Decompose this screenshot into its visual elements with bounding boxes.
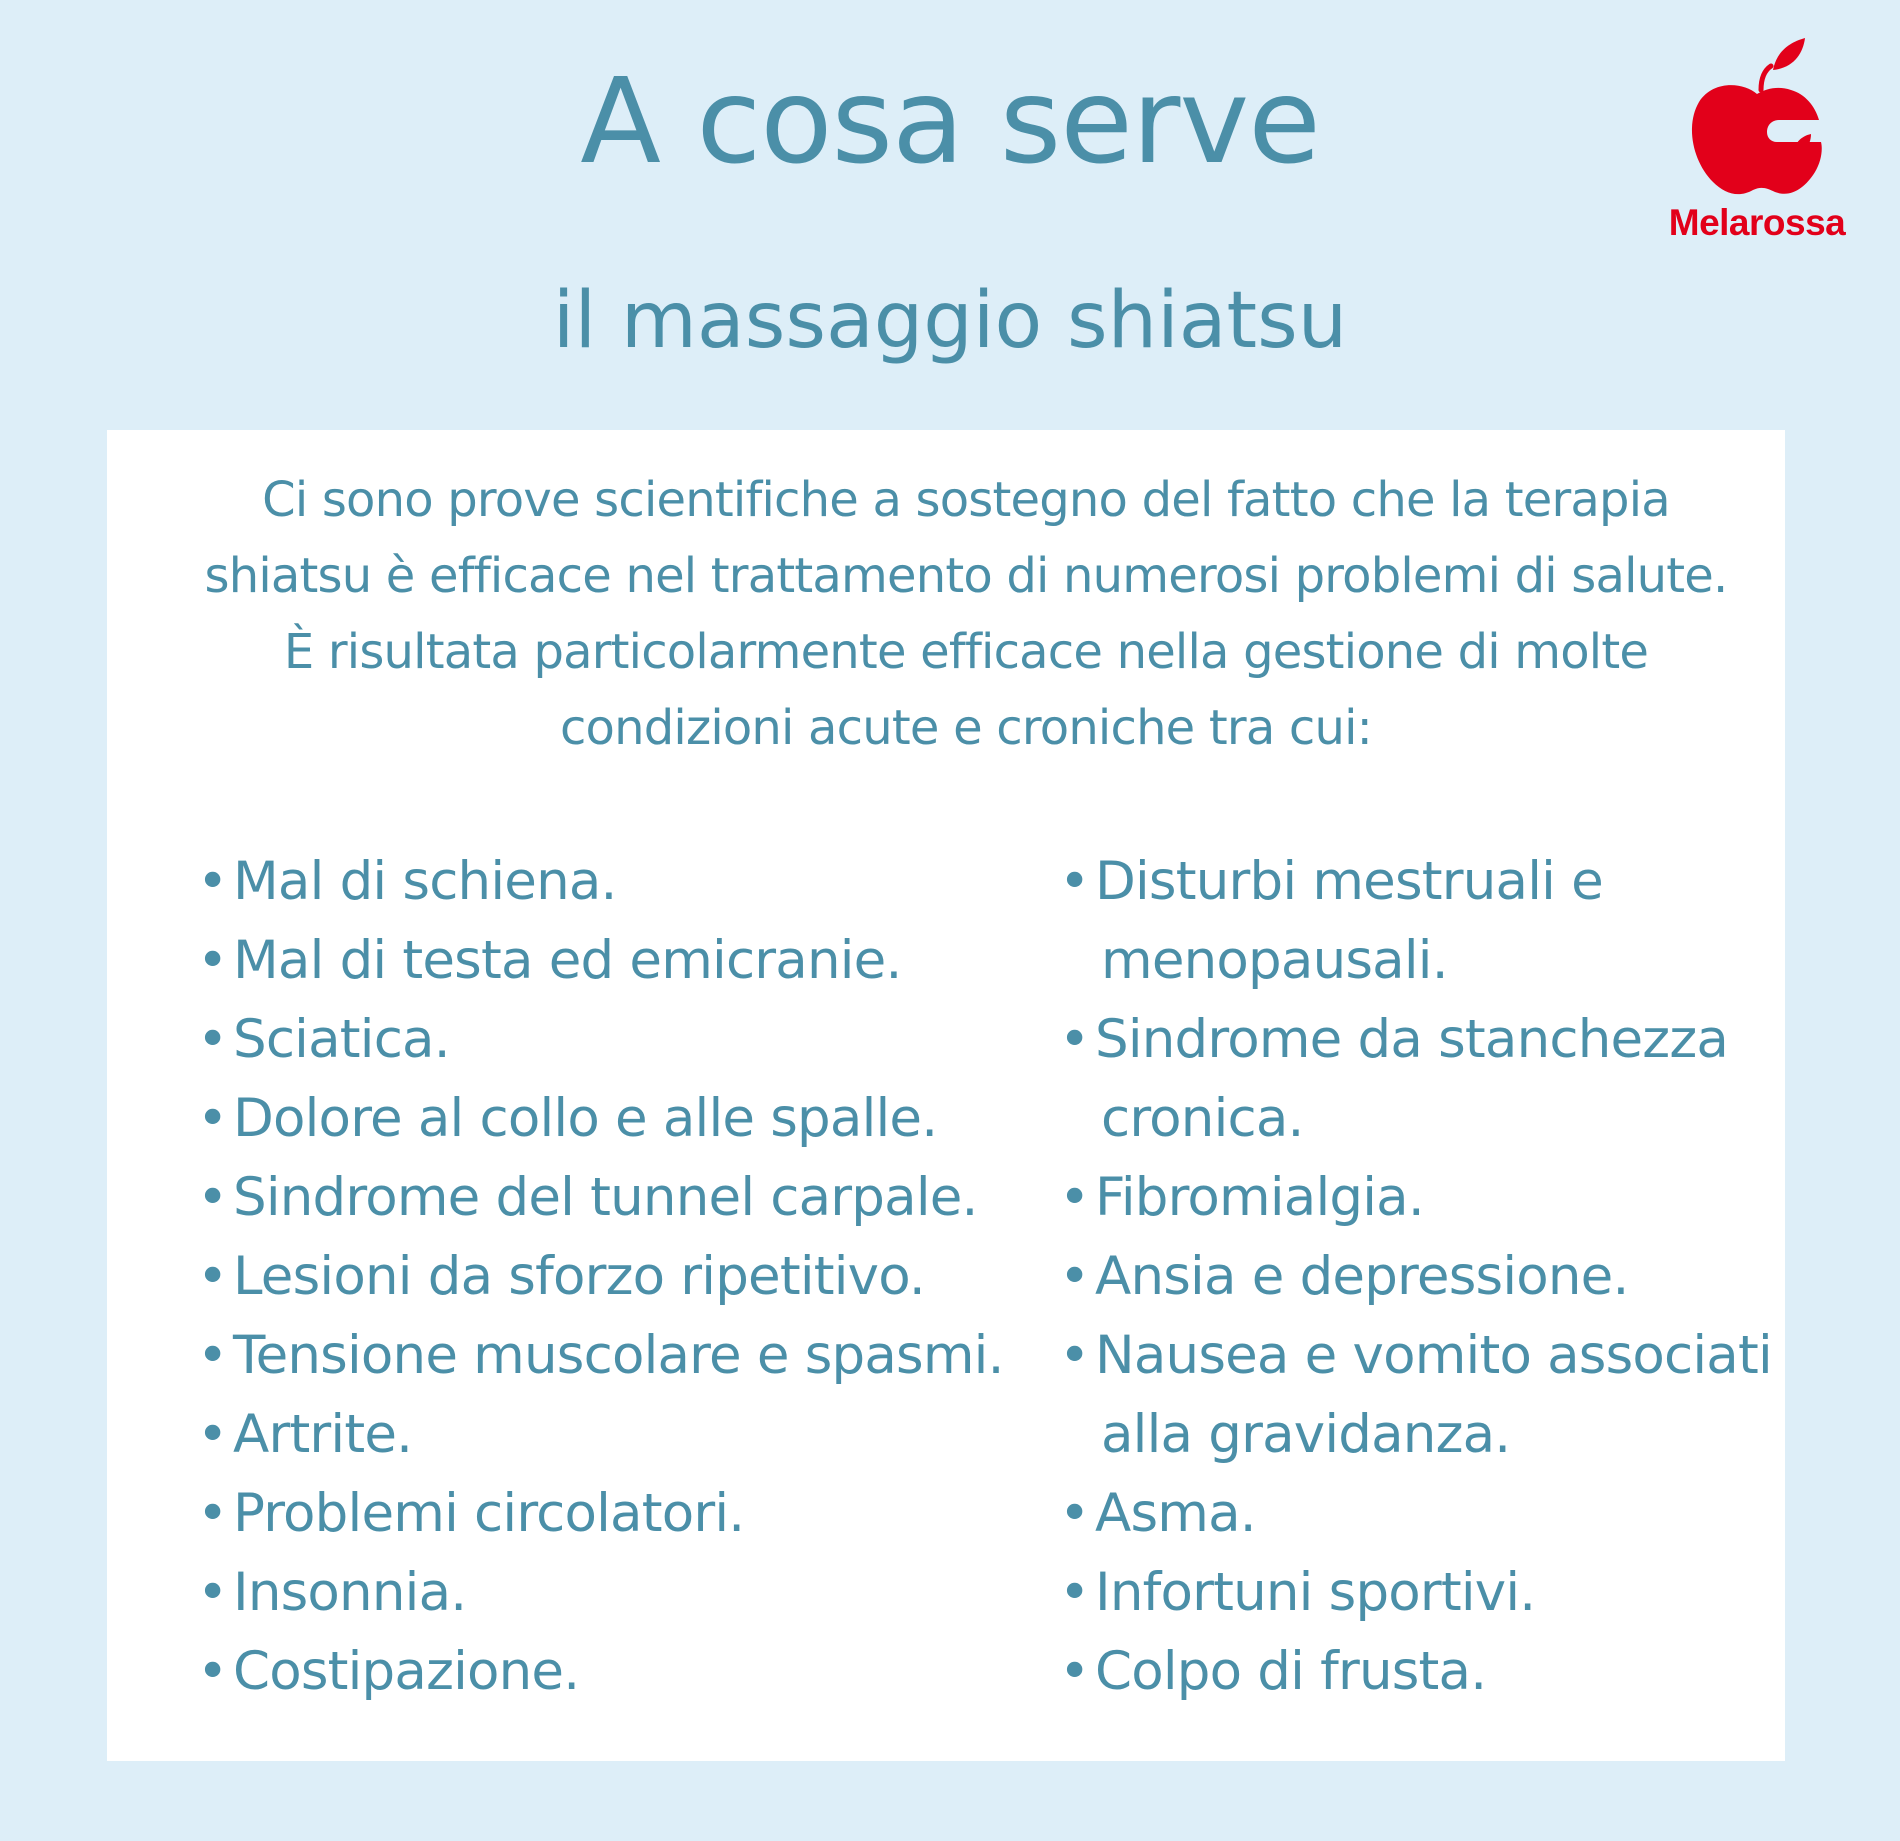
list-item <box>1059 1474 1759 1553</box>
brand-name: Melarossa <box>1668 202 1846 243</box>
list-item <box>1059 1632 1759 1711</box>
bullet: • <box>1059 1009 1090 1070</box>
bullet: • <box>197 1167 228 1228</box>
list-item <box>197 1237 977 1316</box>
bullet: • <box>197 1009 228 1070</box>
bullet: • <box>197 1404 228 1465</box>
list-item-text-continued: alla gravidanza. <box>1101 1404 1511 1465</box>
intro-line: Ci sono prove scientifiche a sostegno del fatto che la terapia <box>262 472 1670 528</box>
list-item-text: Asma. <box>1095 1483 1256 1544</box>
list-item-text: Disturbi mestruali e <box>1095 851 1603 912</box>
list-item <box>197 1553 977 1632</box>
list-item <box>197 1632 977 1711</box>
list-item-text: Insonnia. <box>233 1562 467 1623</box>
list-item <box>197 1000 977 1079</box>
list-item <box>1059 1237 1759 1316</box>
list-item <box>1059 1000 1759 1158</box>
list-item <box>1059 1553 1759 1632</box>
list-item-text: Lesioni da sforzo ripetitivo. <box>233 1246 925 1307</box>
bullet: • <box>197 930 228 991</box>
conditions-list-right <box>1059 842 1772 1711</box>
list-item <box>197 842 977 921</box>
bullet: • <box>197 1088 228 1149</box>
bullet: • <box>197 851 228 912</box>
list-item-text: Sindrome del tunnel carpale. <box>233 1167 978 1228</box>
bullet: • <box>1059 1325 1090 1386</box>
list-item <box>1059 1158 1759 1237</box>
intro-line: È risultata particolarmente efficace nella gestione di molte <box>283 624 1649 680</box>
bullet: • <box>1059 1246 1090 1307</box>
list-item-text: Ansia e depressione. <box>1095 1246 1629 1307</box>
bullet: • <box>197 1325 228 1386</box>
bullet: • <box>197 1246 228 1307</box>
list-item-text-continued: menopausali. <box>1101 930 1448 991</box>
intro-line: shiatsu è efficace nel trattamento di numerosi problemi di salute. <box>204 548 1728 604</box>
intro-paragraph <box>147 462 1785 766</box>
list-item-text: Mal di testa ed emicranie. <box>233 930 902 991</box>
bullet: • <box>1059 1641 1090 1702</box>
list-item-text: Tensione muscolare e spasmi. <box>233 1325 1004 1386</box>
bullet: • <box>1059 851 1090 912</box>
intro-line: condizioni acute e croniche tra cui: <box>559 700 1373 756</box>
list-item-text: Problemi circolatori. <box>233 1483 745 1544</box>
list-item-text: Colpo di frusta. <box>1095 1641 1487 1702</box>
bullet: • <box>197 1562 228 1623</box>
bullet: • <box>1059 1483 1090 1544</box>
bullet: • <box>1059 1167 1090 1228</box>
list-item-text: Dolore al collo e alle spalle. <box>233 1088 938 1149</box>
list-item-text: Costipazione. <box>233 1641 580 1702</box>
conditions-list-left <box>197 842 1004 1711</box>
list-item <box>197 921 977 1000</box>
brand-logo <box>1652 38 1862 244</box>
page-subtitle: il massaggio shiatsu <box>552 276 1348 366</box>
list-item <box>1059 1316 1772 1474</box>
list-item <box>197 1474 977 1553</box>
list-item-text: Fibromialgia. <box>1095 1167 1424 1228</box>
list-item <box>1059 842 1759 1000</box>
list-item <box>197 1395 977 1474</box>
list-item-text: Nausea e vomito associati <box>1095 1325 1772 1386</box>
list-item-text: Sciatica. <box>233 1009 450 1070</box>
list-item-text: Sindrome da stanchezza <box>1095 1009 1729 1070</box>
list-item <box>197 1158 977 1237</box>
bullet: • <box>1059 1562 1090 1623</box>
list-item-text: Infortuni sportivi. <box>1095 1562 1536 1623</box>
list-item <box>197 1316 1004 1395</box>
list-item-text-continued: cronica. <box>1101 1088 1304 1149</box>
list-item <box>197 1079 977 1158</box>
list-item-text: Mal di schiena. <box>233 851 617 912</box>
apple-icon <box>1687 38 1827 198</box>
bullet: • <box>197 1483 228 1544</box>
bullet: • <box>197 1641 228 1702</box>
content-card <box>107 430 1785 1761</box>
list-item-text: Artrite. <box>233 1404 413 1465</box>
page-title: A cosa serve <box>580 52 1320 190</box>
